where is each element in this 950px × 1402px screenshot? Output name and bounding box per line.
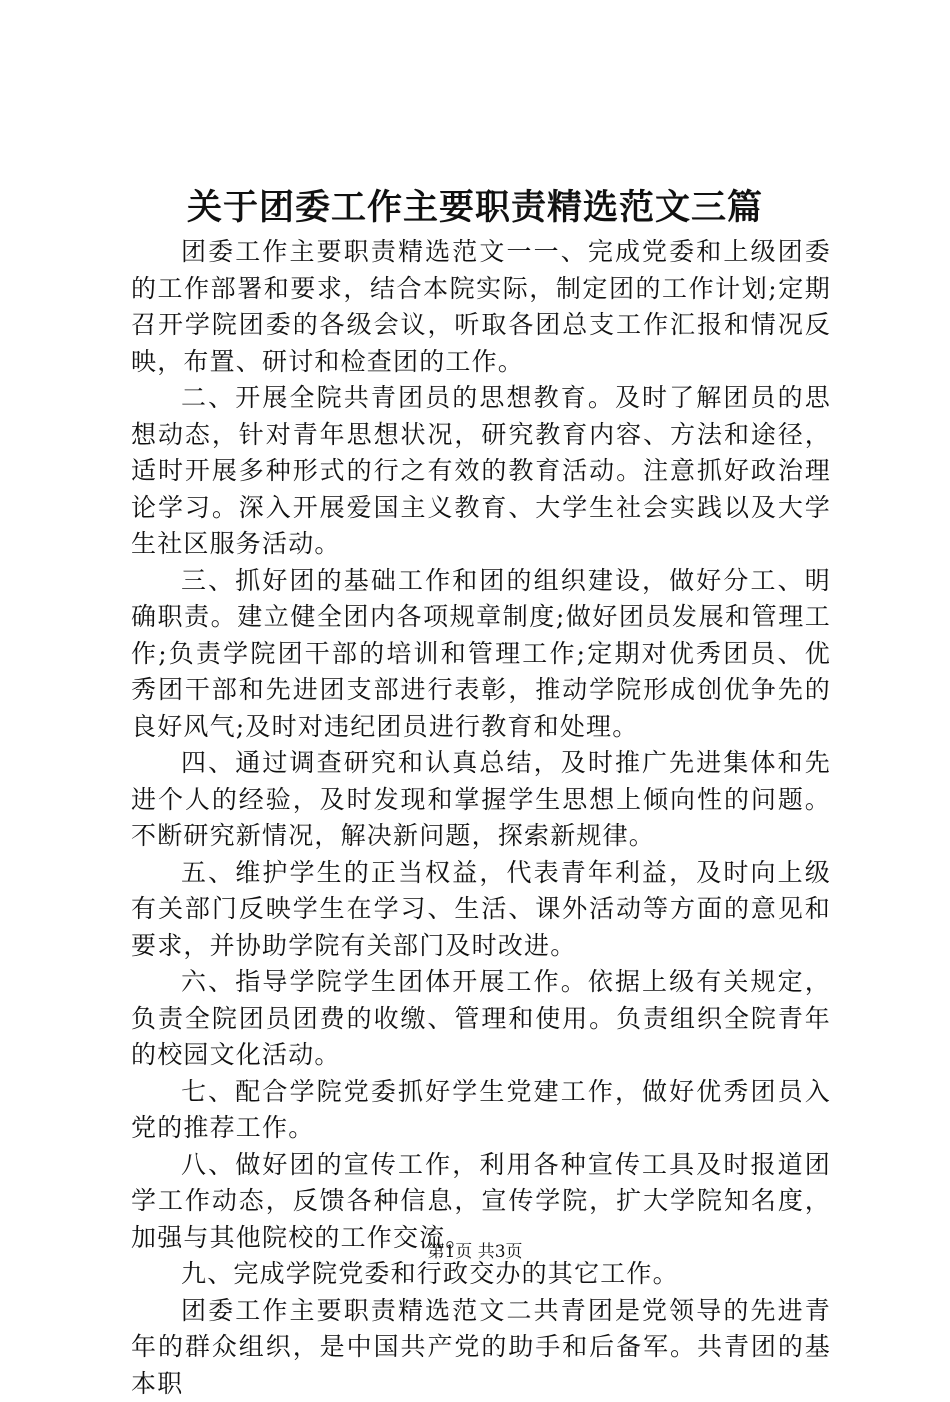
paragraph: 八、做好团的宣传工作，利用各种宣传工具及时报道团学工作动态，反馈各种信息，宣传学院，扩大学院知名度，加强与其他院校的工作交流。	[131, 1147, 831, 1257]
paragraph: 九、完成学院党委和行政交办的其它工作。	[131, 1256, 831, 1293]
paragraph: 团委工作主要职责精选范文一一、完成党委和上级团委的工作部署和要求，结合本院实际，制定团的工作计划;定期召开学院团委的各级会议，听取各团总支工作汇报和情况反映，布置、研讨和检查团的工作。	[131, 234, 831, 380]
document-body	[131, 234, 831, 1402]
paragraph: 二、开展全院共青团员的思想教育。及时了解团员的思想动态，针对青年思想状况，研究教育内容、方法和途径，适时开展多种形式的行之有效的教育活动。注意抓好政治理论学习。深入开展爱国主义教育、大学生社会实践以及大学生社区服务活动。	[131, 380, 831, 563]
paragraph: 五、维护学生的正当权益，代表青年利益，及时向上级有关部门反映学生在学习、生活、课外活动等方面的意见和要求，并协助学院有关部门及时改进。	[131, 855, 831, 965]
paragraph: 七、配合学院党委抓好学生党建工作，做好优秀团员入党的推荐工作。	[131, 1074, 831, 1147]
paragraph: 三、抓好团的基础工作和团的组织建设，做好分工、明确职责。建立健全团内各项规章制度;做好团员发展和管理工作;负责学院团干部的培训和管理工作;定期对优秀团员、优秀团干部和先进团支部进行表彰，推动学院形成创优争先的良好风气;及时对违纪团员进行教育和处理。	[131, 563, 831, 746]
paragraph: 六、指导学院学生团体开展工作。依据上级有关规定，负责全院团员团费的收缴、管理和使用。负责组织全院青年的校园文化活动。	[131, 964, 831, 1074]
document-title: 关于团委工作主要职责精选范文三篇	[0, 182, 950, 234]
paragraph: 团委工作主要职责精选范文二共青团是党领导的先进青年的群众组织，是中国共产党的助手和后备军。共青团的基本职	[131, 1293, 831, 1402]
paragraph: 四、通过调查研究和认真总结，及时推广先进集体和先进个人的经验，及时发现和掌握学生思想上倾向性的问题。不断研究新情况，解决新问题，探索新规律。	[131, 745, 831, 855]
page-footer: 第1页 共3页	[0, 1240, 950, 1264]
